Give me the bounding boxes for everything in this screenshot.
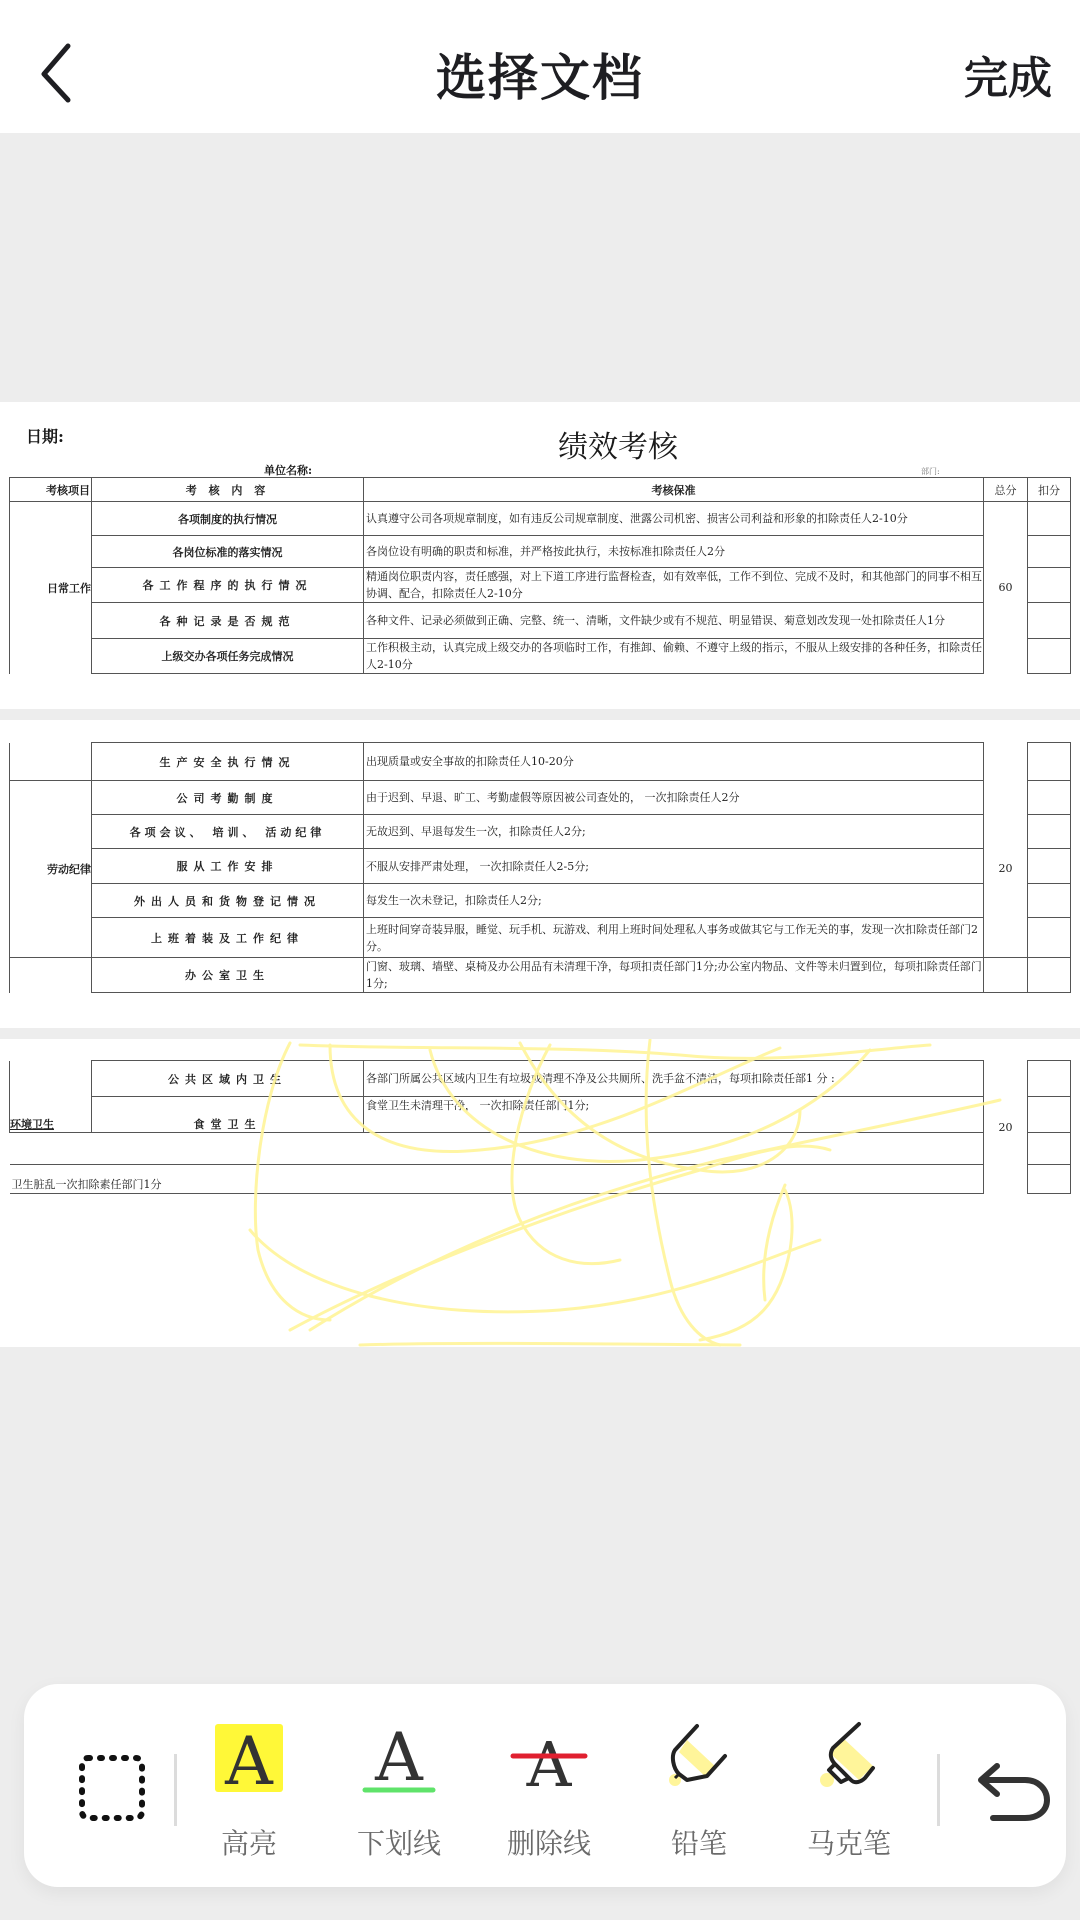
item-cell: 公共区域内卫生 — [92, 1061, 364, 1097]
toolbar-divider — [937, 1754, 940, 1826]
category-cell: 日常工作 — [10, 502, 92, 674]
criteria-cell: 由于迟到、早退、旷工、考勤虚假等原因被公司查处的， 一次扣除责任人2分 — [364, 781, 984, 815]
criteria-cell: 认真遵守公司各项规章制度，如有违反公司规章制度、泄露公司机密、损害公司利益和形象的扣除责任人2-10分 — [364, 502, 984, 536]
strikethrough-text-icon — [509, 1718, 589, 1798]
deduct-cell[interactable] — [1028, 918, 1071, 958]
criteria-cell: 各部门所属公共区域内卫生有垃圾或清理不净及公共厕所、洗手盆不清洁，每项扣除责任部1 分 : — [364, 1061, 984, 1097]
document-page-2[interactable] — [0, 720, 1080, 1028]
category-cell: 劳动纪律 — [10, 781, 92, 958]
highlight-text-icon — [209, 1718, 289, 1798]
item-cell: 各项制度的执行情况 — [92, 502, 364, 536]
deduct-cell[interactable] — [1028, 1061, 1071, 1097]
total-score-cell: 60 — [984, 502, 1028, 674]
deduct-cell[interactable] — [1028, 536, 1071, 568]
marker-icon — [809, 1718, 889, 1798]
deduct-cell[interactable] — [1028, 1133, 1071, 1165]
document-page-1[interactable] — [0, 402, 1080, 709]
deduct-cell[interactable] — [1028, 639, 1071, 674]
item-cell: 食堂卫生 — [92, 1097, 364, 1133]
item-cell: 办公室卫生 — [92, 958, 364, 993]
document-page-3[interactable] — [0, 1039, 1080, 1347]
deduct-cell[interactable] — [1028, 1165, 1071, 1194]
dashed-select-icon — [72, 1748, 152, 1828]
category-cell: 环境卫生 — [10, 1061, 92, 1133]
item-cell: 各种记录是否规范 — [92, 603, 364, 639]
highlight-label: 高亮 — [220, 1827, 277, 1860]
header-criteria: 考核保准 — [364, 478, 984, 502]
item-cell: 服从工作安排 — [92, 849, 364, 884]
category-cell-empty — [10, 958, 92, 993]
footnote-cell: 卫生脏乱一次扣除素任部门1分 — [10, 1165, 984, 1194]
tool-scroll-strip[interactable] — [174, 1684, 934, 1887]
criteria-cell: 各岗位设有明确的职责和标准，并严格按此执行，未按标准扣除责任人2分 — [364, 536, 984, 568]
pencil-tool[interactable] — [624, 1684, 774, 1887]
table-row — [10, 1133, 1071, 1165]
document-title: 绩效考核 — [558, 430, 678, 465]
table-row — [10, 1097, 1071, 1133]
header-total: 总分 — [984, 478, 1028, 502]
deduct-cell[interactable] — [1028, 781, 1071, 815]
page-title: 选择文档 — [436, 49, 644, 107]
criteria-cell: 食堂卫生未清理干净， 一次扣除责任部门1分; — [364, 1097, 984, 1133]
total-score-cell: 20 — [984, 781, 1028, 958]
item-cell: 各项会议、 培训、 活动纪律 — [92, 815, 364, 849]
underline-tool[interactable] — [324, 1684, 474, 1887]
item-cell: 各工作程序的执行情况 — [92, 568, 364, 603]
empty-row — [10, 1133, 984, 1165]
undo-button[interactable] — [969, 1744, 1059, 1834]
deduct-cell[interactable] — [1028, 568, 1071, 603]
criteria-cell: 无故迟到、早退每发生一次，扣除责任人2分; — [364, 815, 984, 849]
strikethrough-label: 删除线 — [506, 1827, 591, 1860]
table-row — [10, 1061, 1071, 1097]
item-cell: 上级交办各项任务完成情况 — [92, 639, 364, 674]
underline-text-icon — [359, 1718, 439, 1798]
deduct-cell[interactable] — [1028, 502, 1071, 536]
table-row — [10, 884, 1071, 918]
deduct-cell[interactable] — [1028, 884, 1071, 918]
header-category: 考核项目 — [10, 478, 92, 502]
table-row — [10, 568, 1071, 603]
table-row — [10, 536, 1071, 568]
assessment-table-part-3 — [9, 1060, 1071, 1194]
svg-text:A: A — [225, 1723, 273, 1798]
assessment-table-part-1 — [9, 477, 1071, 674]
table-row — [10, 603, 1071, 639]
underline-label: 下划线 — [356, 1827, 441, 1860]
strikethrough-tool[interactable] — [474, 1684, 624, 1887]
svg-text:A: A — [375, 1719, 423, 1796]
top-nav-bar — [0, 0, 1080, 133]
done-button[interactable]: 完成 — [964, 53, 1052, 104]
header-deduct: 扣分 — [1028, 478, 1071, 502]
criteria-cell: 工作积极主动，认真完成上级交办的各项临时工作，有推卸、偷赖、不遵守上级的指示，不服从上级安排的各种任务，扣除责任人2-10分 — [364, 639, 984, 674]
department-label: 部门: — [921, 467, 940, 476]
table-row — [10, 1165, 1071, 1194]
total-score-cell-empty — [984, 958, 1028, 993]
assessment-table-part-2 — [9, 742, 1071, 993]
select-area-button[interactable] — [52, 1684, 172, 1887]
annotation-toolbar — [24, 1684, 1066, 1887]
criteria-cell: 门窗、玻璃、墙壁、桌椅及办公用品有未清理干净，每项扣责任部门1分;办公室内物品、文件等未归置到位，每项扣除责任部门1分; — [364, 958, 984, 993]
total-score-cell: 20 — [984, 1061, 1028, 1194]
criteria-cell: 各种文件、记录必须做到正确、完整、统一、清晰，文件缺少或有不规范、明显错误、菊意划改发现一处扣除责任人1分 — [364, 603, 984, 639]
deduct-cell[interactable] — [1028, 1097, 1071, 1133]
deduct-cell[interactable] — [1028, 815, 1071, 849]
table-row — [10, 502, 1071, 536]
total-score-cell-empty — [984, 743, 1028, 781]
item-cell: 生产安全执行情况 — [92, 743, 364, 781]
table-row — [10, 639, 1071, 674]
table-row — [10, 815, 1071, 849]
table-row — [10, 849, 1071, 884]
undo-icon — [969, 1744, 1059, 1834]
deduct-cell[interactable] — [1028, 743, 1071, 781]
highlight-tool[interactable] — [174, 1684, 324, 1887]
item-cell: 各岗位标准的落实情况 — [92, 536, 364, 568]
marker-tool[interactable] — [774, 1684, 924, 1887]
item-cell: 外出人员和货物登记情况 — [92, 884, 364, 918]
category-cell-empty — [10, 743, 92, 781]
item-cell: 公司考勤制度 — [92, 781, 364, 815]
svg-text:A: A — [526, 1728, 572, 1798]
table-row — [10, 958, 1071, 993]
table-header-row — [10, 478, 1071, 502]
deduct-cell[interactable] — [1028, 849, 1071, 884]
deduct-cell[interactable] — [1028, 958, 1071, 993]
unit-name-label: 单位名称: — [264, 464, 313, 477]
marker-label: 马克笔 — [806, 1827, 891, 1860]
criteria-cell: 上班时间穿奇装异服，睡觉、玩手机、玩游戏、利用上班时间处理私人事务或做其它与工作无关的事，发现一次扣除责任部门2分。 — [364, 918, 984, 958]
deduct-cell[interactable] — [1028, 603, 1071, 639]
table-row — [10, 743, 1071, 781]
criteria-cell: 每发生一次未登记，扣除责任人2分; — [364, 884, 984, 918]
pencil-label: 铅笔 — [670, 1827, 727, 1860]
table-row — [10, 781, 1071, 815]
criteria-cell: 不服从安排严肃处理， 一次扣除责任人2-5分; — [364, 849, 984, 884]
pencil-icon — [659, 1718, 739, 1798]
table-row — [10, 918, 1071, 958]
criteria-cell: 精通岗位职责内容，责任感强，对上下道工序进行监督检查，如有效率低，工作不到位、完成不及时，和其他部门的同事不相互协调、配合，扣除责任人2-10分 — [364, 568, 984, 603]
criteria-cell: 出现质量或安全事故的扣除责任人10-20分 — [364, 743, 984, 781]
item-cell: 上班着装及工作纪律 — [92, 918, 364, 958]
date-label: 日期: — [26, 427, 64, 446]
header-content: 考 核 内 容 — [92, 478, 364, 502]
